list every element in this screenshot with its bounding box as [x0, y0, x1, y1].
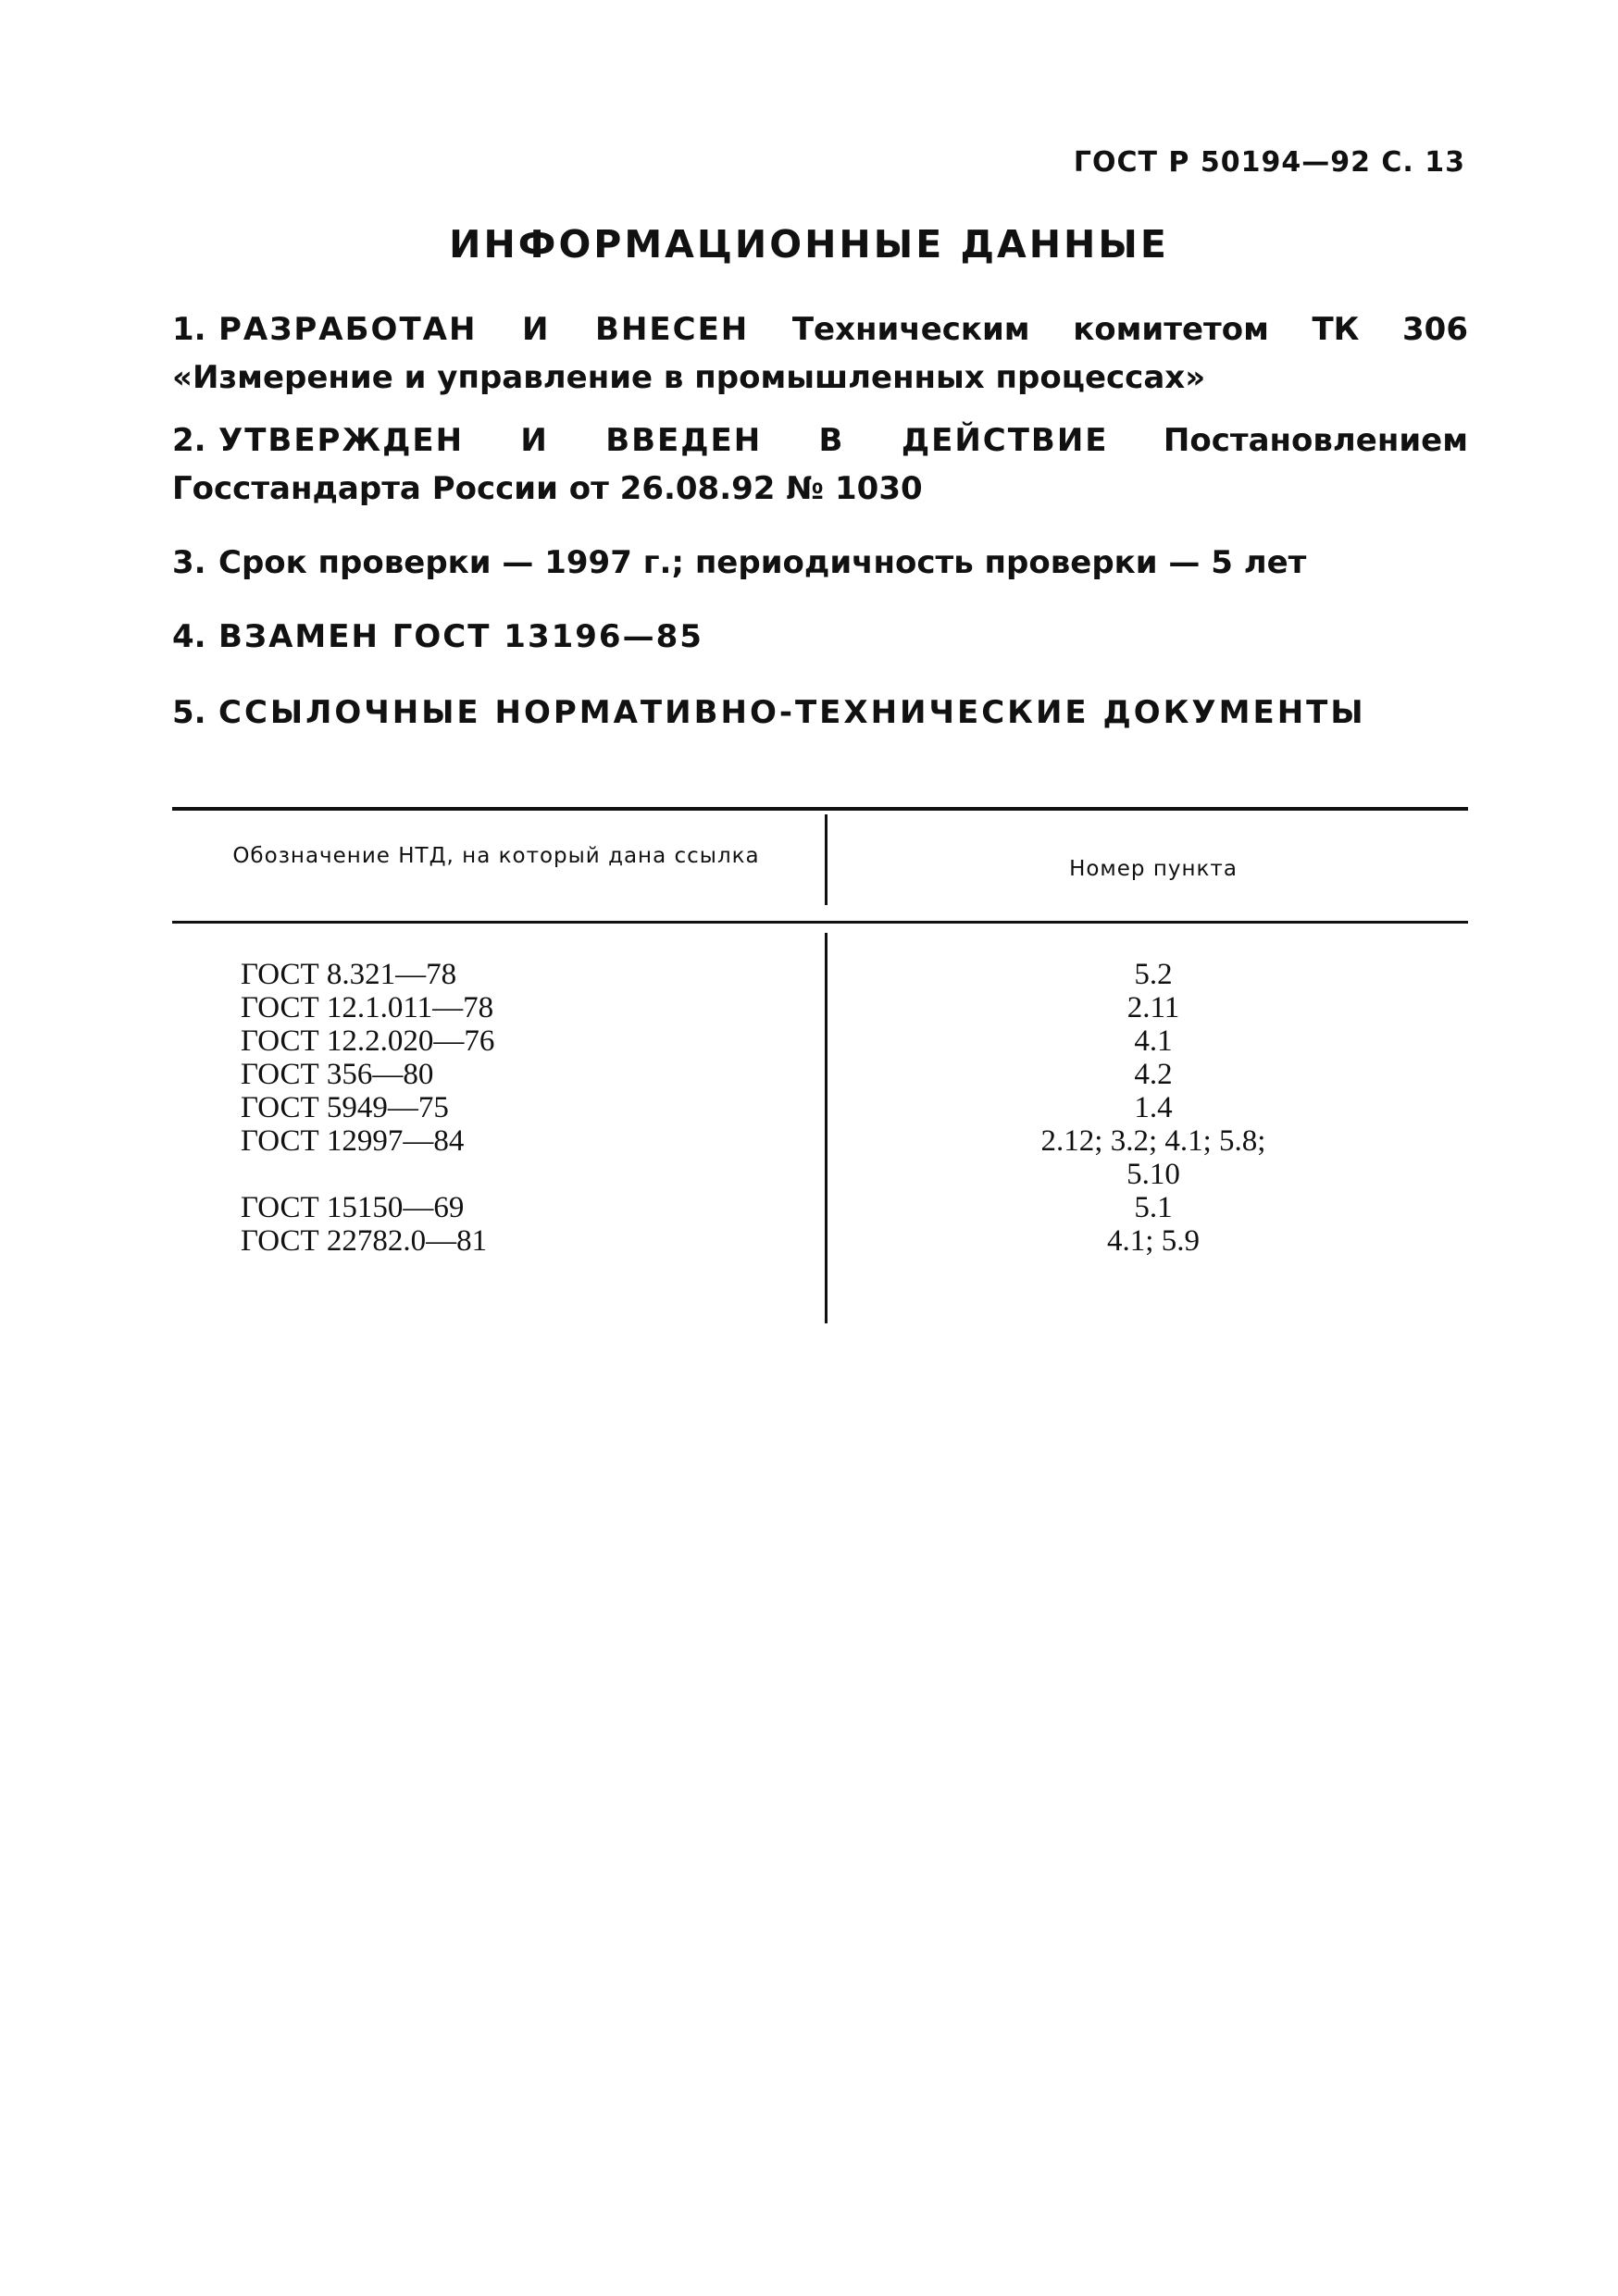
document-cell: ГОСТ 15150—69 — [241, 1191, 465, 1224]
info-item-2 — [172, 416, 1468, 513]
info-item-1 — [172, 305, 1468, 402]
table-row — [172, 1024, 1468, 1058]
page-header: ГОСТ Р 50194—92 С. 13 — [1073, 146, 1465, 179]
table-row — [172, 1091, 1468, 1124]
table-row — [172, 1058, 1468, 1091]
document-title: ИНФОРМАЦИОННЫЕ ДАННЫЕ — [449, 222, 1169, 267]
item-heading: УТВЕРЖДЕН И ВВЕДЕН В ДЕЙСТВИЕ — [218, 422, 1109, 459]
table-top-rule — [172, 807, 1468, 811]
info-item-3 — [172, 539, 1468, 587]
item-heading: ВЗАМЕН ГОСТ 13196—85 — [218, 618, 703, 655]
column-header-document: Обозначение НТД, на который дана ссылка — [232, 844, 760, 868]
table-body — [172, 958, 1468, 1258]
table-row — [172, 991, 1468, 1024]
item-number: 4. — [172, 618, 206, 655]
item-text: Техническим комитетом ТК 306 «Измерение и управление в промышленных процессах» — [172, 311, 1468, 396]
document-cell: ГОСТ 12.2.020—76 — [241, 1024, 495, 1058]
table-header-divider — [825, 814, 828, 905]
info-item-4 — [172, 613, 1468, 661]
points-cell: 5.2 — [1134, 958, 1173, 991]
item-text: Постановлением Госстандарта России от 26.08.92 № 1030 — [172, 422, 1468, 507]
item-text: Срок проверки — 1997 г.; периодичность проверки — 5 лет — [218, 544, 1307, 581]
info-item-5 — [172, 689, 1468, 737]
item-number: 3. — [172, 544, 206, 581]
points-cell: 2.12; 3.2; 4.1; 5.8; 5.10 — [1040, 1124, 1266, 1191]
document-cell: ГОСТ 22782.0—81 — [241, 1224, 488, 1258]
points-cell: 4.1 — [1134, 1024, 1173, 1058]
item-number: 5. — [172, 694, 206, 731]
table-row — [172, 958, 1468, 991]
points-cell: 5.1 — [1134, 1191, 1173, 1224]
points-cell: 2.11 — [1126, 991, 1180, 1024]
table-header-rule — [172, 921, 1468, 924]
document-cell: ГОСТ 5949—75 — [241, 1091, 449, 1124]
item-heading: РАЗРАБОТАН И ВНЕСЕН — [218, 311, 750, 348]
table-row — [172, 1224, 1468, 1258]
points-cell: 4.1; 5.9 — [1107, 1224, 1200, 1258]
item-number: 1. — [172, 311, 206, 348]
table-row — [172, 1124, 1468, 1191]
points-cell: 4.2 — [1134, 1058, 1173, 1091]
table-row — [172, 1191, 1468, 1224]
column-header-points: Номер пункта — [1069, 857, 1238, 881]
item-heading: ССЫЛОЧНЫЕ НОРМАТИВНО-ТЕХНИЧЕСКИЕ ДОКУМЕНТЫ — [218, 694, 1366, 731]
document-cell: ГОСТ 8.321—78 — [241, 958, 457, 991]
points-cell: 1.4 — [1134, 1091, 1173, 1124]
document-cell: ГОСТ 356—80 — [241, 1058, 434, 1091]
item-number: 2. — [172, 422, 206, 459]
document-cell: ГОСТ 12997—84 — [241, 1124, 465, 1158]
document-cell: ГОСТ 12.1.011—78 — [241, 991, 494, 1024]
